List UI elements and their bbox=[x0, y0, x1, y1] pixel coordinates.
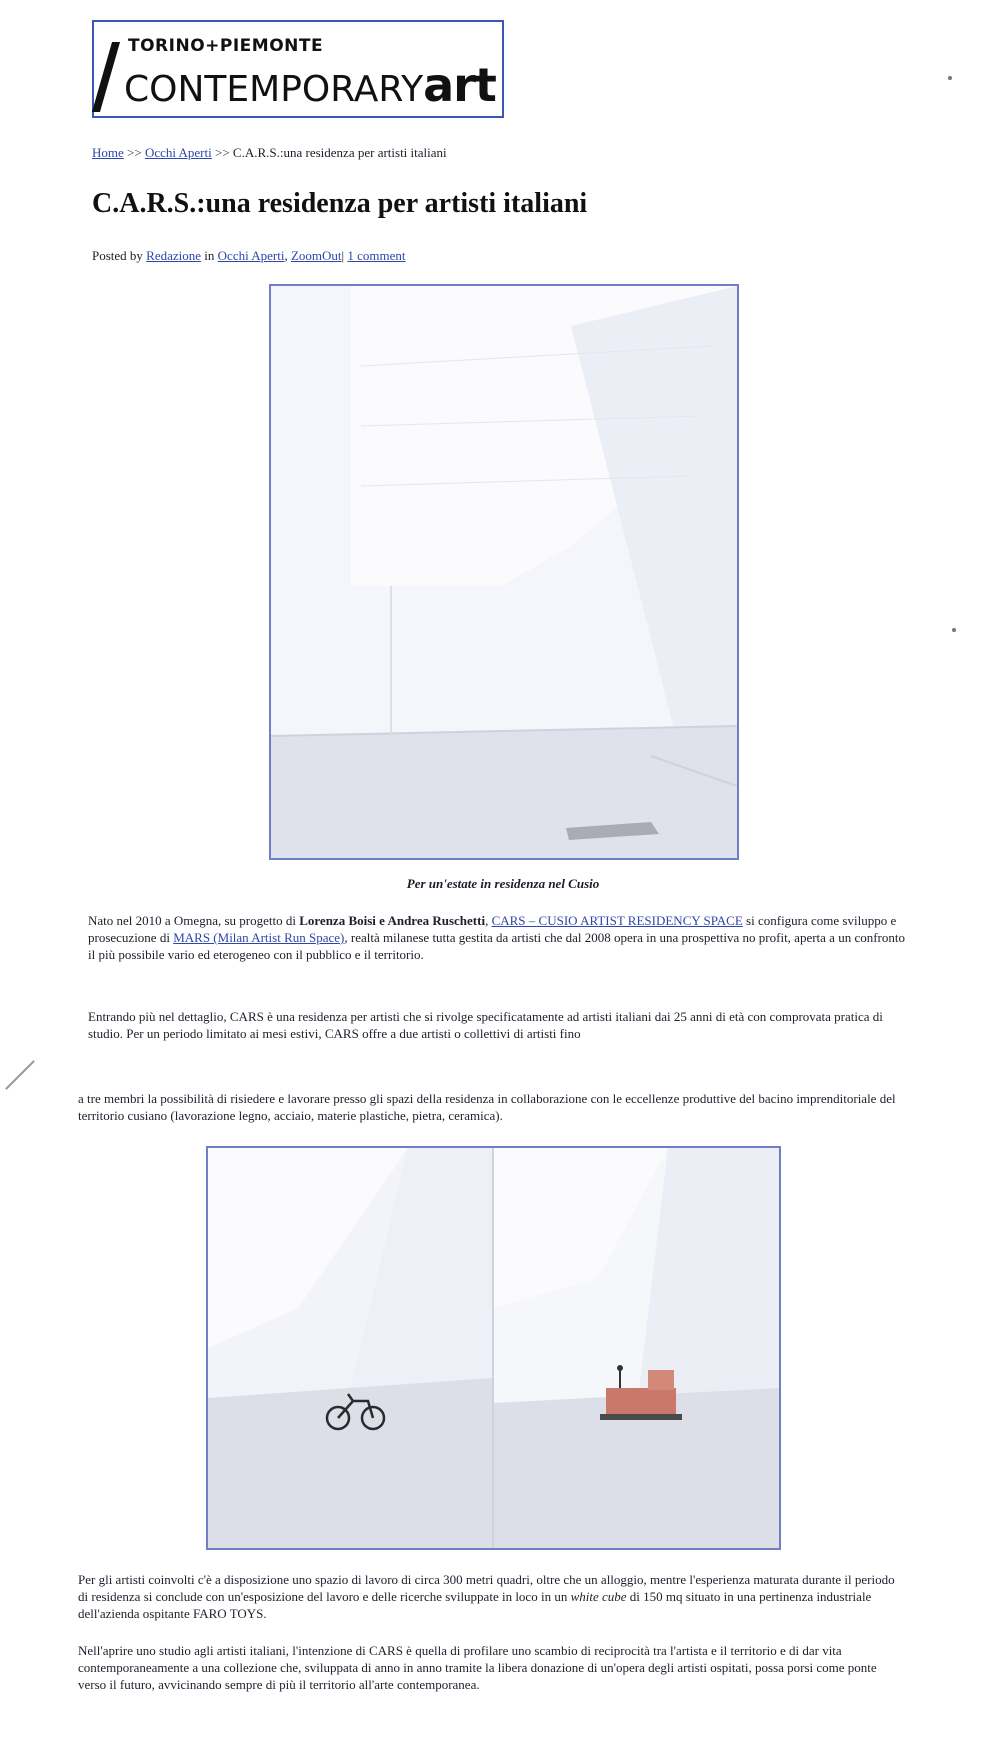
article-paragraph-3: a tre membri la possibilità di risiedere e lavorare presso gli spazi della residenza in collaborazione con le eccellenze produttive del bacino imprenditoriale del territorio cusiano (lavorazione legno, acciaio, materie plastiche, pietra, ceramica). bbox=[78, 1091, 896, 1123]
meta-pipe: | bbox=[341, 248, 345, 263]
photo-diptych-illustration bbox=[208, 1148, 779, 1548]
breadcrumb-separator: >> bbox=[127, 145, 142, 160]
article-title: C.A.R.S.:una residenza per artisti italiani bbox=[92, 188, 588, 219]
breadcrumb-separator: >> bbox=[215, 145, 230, 160]
logo-word-art: art bbox=[423, 58, 496, 112]
article-photo-residence-interior bbox=[269, 284, 739, 860]
paragraph-text: Nato nel 2010 a Omegna, su progetto di bbox=[88, 913, 300, 928]
comments-link[interactable]: 1 comment bbox=[347, 248, 406, 263]
category-comma: , bbox=[284, 248, 288, 263]
paragraph-text: , bbox=[485, 913, 492, 928]
category-link-zoomout[interactable]: ZoomOut bbox=[290, 248, 342, 263]
article-paragraph-2: Entrando più nel dettaglio, CARS è una residenza per artisti che si rivolge specificatamente ad artisti italiani dai 25 anni di età con comprovata pratica di studio. Per un periodo limitato ai mesi estivi, CARS offre a due artisti o collettivi di artisti fino bbox=[88, 1009, 883, 1041]
article-paragraph-1 bbox=[88, 912, 908, 963]
founders-names: Lorenza Boisi e Andrea Ruschetti bbox=[299, 913, 486, 928]
breadcrumb bbox=[92, 145, 447, 161]
paragraph-text: di 150 mq situato in una pertinenza industriale dell'azienda ospitante FARO TOYS. bbox=[78, 1589, 872, 1621]
logo-slash-mark bbox=[92, 42, 120, 112]
breadcrumb-section-link[interactable]: Occhi Aperti bbox=[144, 145, 212, 160]
paragraph-text: Per gli artisti coinvolti c'è a disposizione uno spazio di lavoro di circa 300 metri quadri, oltre che un alloggio, mentre l'esperienza maturata durante il periodo di residenza si conclude con un'esposizione del lavoro e delle ricerche sviluppate in loco in un bbox=[78, 1572, 895, 1604]
white-cube-term: white cube bbox=[570, 1589, 627, 1604]
logo-word-contemporary: CONTEMPORARY bbox=[124, 69, 424, 110]
scan-speck bbox=[948, 76, 952, 80]
author-link[interactable]: Redazione bbox=[146, 248, 202, 263]
article-paragraph-4 bbox=[78, 1571, 898, 1622]
logo-region-text: TORINO+PIEMONTE bbox=[128, 36, 324, 56]
paragraph-text: , realtà milanese tutta gestita da artisti che dal 2008 opera in una prospettiva no profit, aperta a un confronto il più possibile vario ed eterogeneo con il pubblico e il territorio. bbox=[88, 930, 905, 962]
category-link-occhi-aperti[interactable]: Occhi Aperti bbox=[217, 248, 285, 263]
scan-speck bbox=[952, 628, 956, 632]
article-photo-diptych bbox=[206, 1146, 781, 1550]
photo-interior-illustration bbox=[271, 286, 737, 858]
photo-caption: Per un'estate in residenza nel Cusio bbox=[406, 876, 600, 891]
posted-by-label: Posted by bbox=[92, 248, 143, 263]
post-meta bbox=[92, 248, 406, 264]
site-logo[interactable] bbox=[92, 20, 504, 118]
logo-wordmark bbox=[124, 58, 496, 112]
breadcrumb-home-link[interactable]: Home bbox=[92, 145, 124, 160]
scan-mark bbox=[5, 1060, 35, 1090]
mars-link[interactable]: MARS (Milan Artist Run Space) bbox=[173, 930, 345, 945]
article-paragraph-5: Nell'aprire uno studio agli artisti italiani, l'intenzione di CARS è quella di profilare uno scambio di reciprocità tra l'artista e il territorio e di dar vita contemporaneamente a una collezione che, sviluppata di anno in anno tramite la libera donazione di un'opera degli artisti ospitati, possa porsi come ponte verso il futuro, avvicinando sempre di più il territorio all'arte contemporanea. bbox=[78, 1643, 877, 1692]
in-label: in bbox=[204, 248, 215, 263]
cars-residency-link[interactable]: CARS – CUSIO ARTIST RESIDENCY SPACE bbox=[491, 913, 743, 928]
paragraph-text: si configura come sviluppo e prosecuzione di bbox=[88, 913, 897, 945]
breadcrumb-current: C.A.R.S.:una residenza per artisti italiani bbox=[232, 145, 447, 160]
